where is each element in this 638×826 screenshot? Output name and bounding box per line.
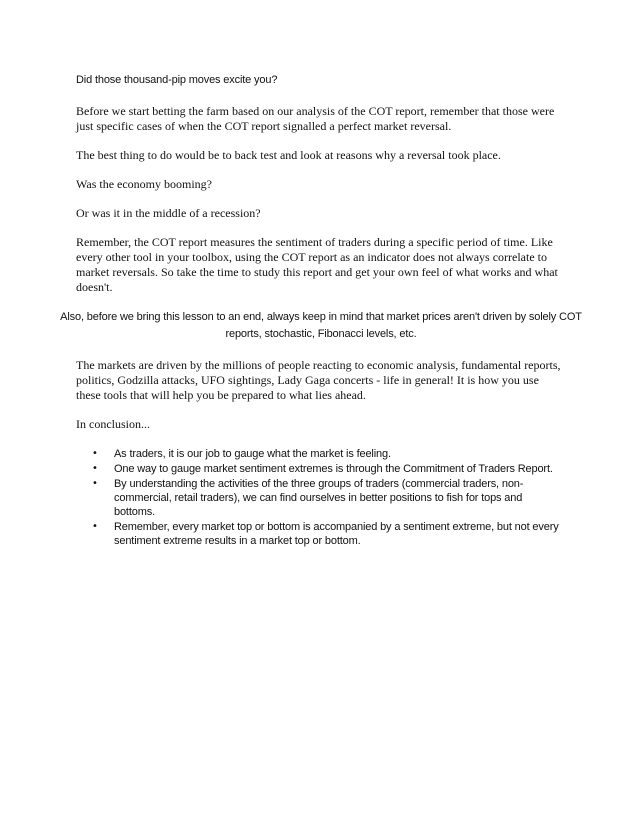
list-item-text: By understanding the activities of the three groups of traders (commercial traders, non-commercial, retail traders), we can find ourselves in better positions to fish for tops and bottoms.: [114, 478, 524, 518]
list-item-text: As traders, it is our job to gauge what the market is feeling.: [114, 448, 391, 460]
paragraph-economy-booming: Was the economy booming?: [76, 177, 213, 191]
paragraph-conclusion: In conclusion...: [76, 417, 150, 431]
document-body: [60, 73, 582, 549]
list-item-text: Remember, every market top or bottom is accompanied by a sentiment extreme, but not every sentiment extreme results in a market top or bottom.: [114, 521, 559, 547]
list-item: [76, 520, 566, 548]
bullet-icon: •: [92, 463, 98, 474]
callout-market-prices: Also, before we bring this lesson to an end, always keep in mind that market prices aren't driven by solely COT reports, stochastic, Fibonacci levels, etc.: [60, 311, 582, 340]
list-item-text: One way to gauge market sentiment extremes is through the Commitment of Traders Report.: [114, 463, 553, 475]
list-item: [76, 477, 566, 519]
bullet-icon: •: [92, 521, 98, 532]
bullet-icon: •: [92, 448, 98, 459]
conclusion-bullet-list: [76, 447, 566, 548]
paragraph-recession: Or was it in the middle of a recession?: [76, 206, 261, 220]
intro-question: Did those thousand-pip moves excite you?: [76, 74, 278, 86]
paragraph-back-test: The best thing to do would be to back test and look at reasons why a reversal took place.: [76, 148, 501, 162]
list-item: [76, 462, 566, 476]
bullet-icon: •: [92, 478, 98, 489]
paragraph-markets-driven: The markets are driven by the millions of people reacting to economic analysis, fundamental reports, politics, Godzilla attacks, UFO sightings, Lady Gaga concerts - life in general! It is how you use these tools that will help you be prepared to what lies ahead.: [76, 358, 561, 402]
list-item: [76, 447, 566, 461]
paragraph-cot-sentiment: Remember, the COT report measures the sentiment of traders during a specific period of time. Like every other tool in your toolbox, using the COT report as an indicator does not always correlate to market reversals. So take the time to study this report and get your own feel of what works and what doesn't.: [76, 235, 558, 294]
paragraph-cot-cases: Before we start betting the farm based on our analysis of the COT report, remember that those were just specific cases of when the COT report signalled a perfect market reversal.: [76, 104, 555, 133]
